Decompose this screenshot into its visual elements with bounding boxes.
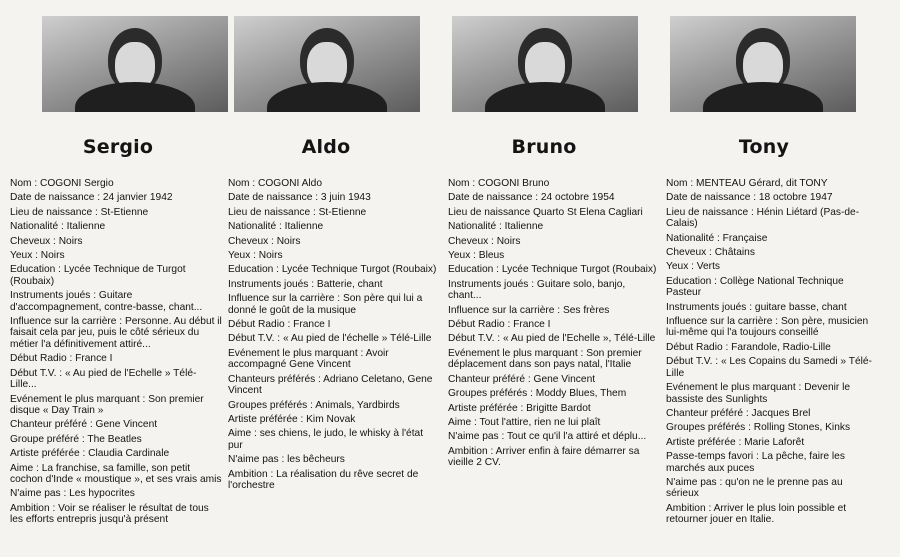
field-label: Nom : — [448, 178, 479, 189]
field-value: Châtains — [714, 247, 755, 259]
field-label: Artiste préférée : — [228, 413, 307, 425]
field-value: Avoir accompagné Gene Vincent — [228, 347, 389, 371]
field-label: Yeux : — [10, 250, 41, 262]
field-label: Evénement le plus marquant : — [228, 347, 366, 359]
profile-name: Tony — [738, 136, 790, 158]
field-label: Instruments joués : — [228, 278, 317, 290]
field-label: Education : — [228, 264, 282, 276]
field — [228, 236, 440, 247]
field-label: Nationalité : — [448, 221, 505, 233]
field — [448, 403, 660, 414]
field-value: Voir se réaliser le résultat de tous les efforts entrepris jusqu'à présent — [10, 502, 209, 526]
field-value: Rolling Stones, Kinks — [753, 422, 851, 434]
profile-column-sergio — [8, 0, 228, 557]
field-label: Nationalité : — [228, 221, 285, 233]
field-label: N'aime pas : — [666, 476, 726, 488]
field-value: St-Etienne — [318, 206, 367, 218]
field — [10, 264, 222, 287]
field-label: Groupes préférés : — [228, 399, 316, 411]
field-value: Italienne — [284, 221, 324, 233]
field-label: Instruments joués : — [10, 290, 99, 302]
field — [228, 454, 440, 465]
field — [10, 503, 222, 526]
field-value: « Les Copains du Samedi » Télé-Lille — [666, 356, 872, 379]
field-value: Gene Vincent — [95, 419, 158, 431]
field-label: Aime : — [228, 428, 260, 440]
field-label: Instruments joués : — [448, 278, 537, 290]
profile-fields-sergio — [10, 178, 222, 529]
field-value: Lycée Technique Turgot (Roubaix) — [281, 264, 437, 276]
field-value: Personne. Au début il faisait cela par jeu, puis le côté sérieux du métier l'a définitivement attiré... — [10, 316, 222, 350]
field-label: N'aime pas : — [448, 431, 507, 443]
field-value: COGONI Sergio — [40, 178, 114, 189]
field — [228, 374, 440, 397]
field — [10, 488, 222, 499]
field-value: La franchise, sa famille, son petit cochon d'Inde « moustique », et ses vrais amis — [10, 462, 222, 485]
profile-fields-tony — [666, 178, 878, 529]
field — [448, 446, 660, 469]
field — [228, 221, 440, 232]
field-label: Lieu de naissance : — [228, 206, 319, 218]
field — [228, 178, 440, 189]
field-label: Chanteur préféré : — [448, 373, 534, 385]
field-label: Instruments joués : — [666, 301, 755, 313]
field — [448, 221, 660, 232]
field-label: Education : — [666, 275, 720, 287]
field-label: Education : — [10, 264, 64, 276]
field — [448, 388, 660, 399]
field-label: Nationalité : — [666, 232, 723, 244]
field-label: Début Radio : — [228, 319, 294, 331]
field-label: Début T.V. : — [666, 356, 721, 368]
field-label: Nom : — [666, 178, 697, 189]
field-value: Française — [722, 232, 768, 244]
field-value: France I — [513, 319, 551, 331]
profile-fields-bruno — [448, 178, 660, 472]
field — [666, 422, 878, 433]
field — [10, 448, 222, 459]
field-value: Farandole, Radio-Lille — [731, 341, 831, 353]
field-label: Chanteur préféré : — [666, 407, 752, 419]
field — [666, 261, 878, 272]
field-value: Marie Laforêt — [744, 436, 805, 448]
field-label: Ambition : — [10, 502, 59, 514]
field — [448, 333, 660, 344]
field-label: Cheveux : — [448, 235, 497, 247]
field — [666, 451, 878, 474]
field-label: Groupes préférés : — [666, 422, 754, 434]
portrait-photo-sergio — [42, 16, 228, 112]
field-value: Collège National Technique Pasteur — [666, 275, 844, 299]
field — [666, 233, 878, 244]
field-value: Hénin Liétard (Pas-de-Calais) — [666, 206, 860, 230]
field-value: les bêcheurs — [287, 454, 345, 466]
field-value: Tout ce qu'il l'a attiré et déplu... — [506, 431, 647, 443]
field — [448, 374, 660, 385]
field-value: Gene Vincent — [533, 373, 596, 385]
field — [10, 419, 222, 430]
field-label: Début Radio : — [10, 353, 76, 365]
field-label: Influence sur la carrière : — [448, 304, 563, 316]
field-label: Lieu de naissance — [448, 206, 533, 218]
field-value: Noirs — [258, 250, 283, 262]
field-value: La pêche, faire les marchés aux puces — [666, 451, 845, 474]
field-value: Quarto St Elena Cagliari — [532, 206, 643, 218]
field — [228, 348, 440, 371]
field-value: Verts — [696, 261, 720, 273]
field-label: Ambition : — [666, 502, 714, 514]
profile-column-tony — [666, 0, 890, 557]
field-value: 24 octobre 1954 — [540, 192, 615, 204]
field — [10, 353, 222, 364]
field — [448, 431, 660, 442]
field-label: Début Radio : — [448, 319, 514, 331]
field-value: Son père qui lui a donné le goût de la musique — [228, 293, 423, 316]
field-label: Début T.V. : — [10, 367, 65, 379]
field — [10, 463, 222, 486]
field-label: Influence sur la carrière : — [10, 316, 125, 328]
field-value: Noirs — [276, 235, 301, 247]
field-label: Evénement le plus marquant : — [666, 382, 805, 394]
field — [10, 236, 222, 247]
field-value: COGONI Aldo — [258, 178, 322, 189]
field-value: Noirs — [40, 250, 65, 262]
field — [666, 408, 878, 419]
field-label: Artiste préférée : — [666, 436, 745, 448]
field — [666, 276, 878, 299]
field-value: Arriver le plus loin possible et retourner jouer en Italie. — [666, 502, 847, 526]
field-label: Date de naissance : — [228, 192, 321, 204]
field — [666, 207, 878, 230]
field-label: Aime : — [448, 416, 480, 428]
field-value: guitare basse, chant — [754, 301, 847, 313]
field-label: Lieu de naissance : — [10, 206, 101, 218]
field-label: Nom : — [228, 178, 259, 189]
field-value: Lycée Technique Turgot (Roubaix) — [501, 264, 657, 276]
field — [228, 250, 440, 261]
field — [228, 279, 440, 290]
field — [228, 192, 440, 203]
field — [228, 414, 440, 425]
field-label: Artiste préférée : — [10, 448, 89, 460]
field-value: France I — [75, 353, 113, 365]
field-value: Noirs — [58, 235, 83, 247]
field-label: Education : — [448, 264, 502, 276]
field — [448, 250, 660, 261]
field-label: Evénement le plus marquant : — [10, 393, 149, 405]
field-label: Influence sur la carrière : — [228, 293, 343, 305]
field-label: Début T.V. : — [448, 333, 503, 345]
field-value: St-Etienne — [100, 206, 149, 218]
field-label: Cheveux : — [228, 235, 277, 247]
field — [10, 250, 222, 261]
field — [228, 207, 440, 218]
field-label: Yeux : — [666, 261, 697, 273]
field-label: Yeux : — [228, 250, 259, 262]
field-value: Italienne — [504, 221, 544, 233]
portrait-photo-aldo — [234, 16, 420, 112]
field — [10, 290, 222, 313]
field-label: Nationalité : — [10, 221, 67, 233]
field — [10, 368, 222, 391]
field-value: 18 octobre 1947 — [758, 192, 833, 204]
field — [228, 293, 440, 316]
field-label: Ambition : — [228, 468, 277, 480]
field-label: Aime : — [10, 462, 42, 474]
field-label: Evénement le plus marquant : — [448, 347, 587, 359]
field — [228, 333, 440, 344]
field-label: Date de naissance : — [666, 192, 759, 204]
field-value: Brigitte Bardot — [526, 402, 591, 414]
field-value: « Au pied de l'échelle » Télé-Lille — [282, 333, 432, 345]
field-label: Nom : — [10, 178, 41, 189]
field-value: Animals, Yardbirds — [315, 399, 400, 411]
profile-column-bruno — [446, 0, 666, 557]
field — [666, 382, 878, 405]
field-value: Les hypocrites — [69, 488, 135, 500]
field-label: Ambition : — [448, 445, 496, 457]
field-value: Arriver enfin à faire démarrer sa vieille 2 CV. — [448, 445, 640, 469]
field-value: Jacques Brel — [751, 407, 811, 419]
field — [448, 264, 660, 275]
field — [10, 394, 222, 417]
field — [666, 356, 878, 379]
field-value: Tout l'attire, rien ne lui plaît — [479, 416, 601, 428]
profile-column-aldo — [226, 0, 446, 557]
field-value: Guitare solo, banjo, chant... — [448, 278, 626, 302]
field-value: 24 janvier 1942 — [102, 192, 173, 204]
field-value: MENTEAU Gérard, dit TONY — [696, 178, 828, 189]
field-value: Moddy Blues, Them — [535, 388, 627, 400]
field — [10, 434, 222, 445]
field-value: Italienne — [66, 221, 106, 233]
field-value: Lycée Technique de Turgot (Roubaix) — [10, 264, 186, 287]
field-value: Son premier disque « Day Train » — [10, 393, 204, 416]
field-value: Ses frères — [562, 304, 610, 316]
field-label: Chanteurs préférés : — [228, 373, 324, 385]
field-value: COGONI Bruno — [478, 178, 550, 189]
profile-name: Aldo — [301, 136, 351, 158]
field — [666, 302, 878, 313]
field-label: Cheveux : — [666, 247, 715, 259]
field — [666, 247, 878, 258]
field — [228, 469, 440, 492]
profile-name: Bruno — [511, 136, 577, 158]
field-value: La réalisation du rêve secret de l'orchestre — [228, 468, 419, 491]
field-label: Date de naissance : — [10, 192, 103, 204]
field-value: Son père, musicien lui-même qui l'a toujours conseillé — [666, 316, 869, 339]
field-value: « Au pied de l'Echelle » Télé-Lille... — [10, 367, 197, 391]
field-value: Devenir le bassiste des Sunlights — [666, 382, 851, 405]
field-label: Début T.V. : — [228, 333, 283, 345]
field — [228, 319, 440, 330]
field-label: N'aime pas : — [228, 454, 288, 466]
field-value: Bleus — [478, 250, 505, 262]
field-label: Cheveux : — [10, 235, 59, 247]
field-label: Début Radio : — [666, 341, 732, 353]
field — [448, 207, 660, 218]
field-value: 3 juin 1943 — [320, 192, 371, 204]
field-value: Noirs — [496, 235, 521, 247]
field-value: Kim Novak — [306, 413, 356, 425]
field-value: Adriano Celetano, Gene Vincent — [228, 373, 433, 397]
field-label: Chanteur préféré : — [10, 419, 96, 431]
profile-fields-aldo — [228, 178, 440, 494]
field — [10, 221, 222, 232]
field-label: Lieu de naissance : — [666, 206, 757, 218]
field — [666, 178, 878, 189]
field-value: France I — [293, 319, 331, 331]
field-value: Guitare d'accompagnement, contre-basse, chant... — [10, 290, 203, 313]
field-label: Yeux : — [448, 250, 479, 262]
field — [448, 319, 660, 330]
portrait-photo-bruno — [452, 16, 638, 112]
field-value: ses chiens, le judo, le whisky à l'état pur — [228, 428, 424, 451]
field — [228, 400, 440, 411]
field-value: Son premier déplacement dans son pays natal, l'Italie — [448, 347, 642, 371]
field — [448, 417, 660, 428]
portrait-photo-tony — [670, 16, 856, 112]
field — [10, 192, 222, 203]
field — [228, 264, 440, 275]
field-value: The Beatles — [87, 433, 142, 445]
field — [448, 305, 660, 316]
field-label: Groupes préférés : — [448, 388, 536, 400]
field — [666, 316, 878, 339]
field — [448, 348, 660, 371]
field-value: « Au pied de l'Echelle », Télé-Lille — [502, 333, 656, 345]
field — [448, 178, 660, 189]
profile-name: Sergio — [82, 136, 154, 158]
field-value: Batterie, chant — [316, 278, 383, 290]
field — [666, 477, 878, 500]
field — [448, 192, 660, 203]
field-label: Passe-temps favori : — [666, 451, 762, 463]
field-label: Groupe préféré : — [10, 433, 88, 445]
field — [666, 192, 878, 203]
field — [448, 236, 660, 247]
field-value: qu'on ne le prenne pas au sérieux — [666, 476, 843, 500]
field — [10, 178, 222, 189]
field — [228, 428, 440, 451]
field — [10, 316, 222, 350]
field — [666, 437, 878, 448]
field — [666, 342, 878, 353]
field — [448, 279, 660, 302]
field-label: N'aime pas : — [10, 488, 70, 500]
field-label: Artiste préférée : — [448, 402, 527, 414]
field-label: Date de naissance : — [448, 192, 541, 204]
field-value: Claudia Cardinale — [88, 448, 170, 460]
field — [10, 207, 222, 218]
field-label: Influence sur la carrière : — [666, 316, 781, 328]
field — [666, 503, 878, 526]
